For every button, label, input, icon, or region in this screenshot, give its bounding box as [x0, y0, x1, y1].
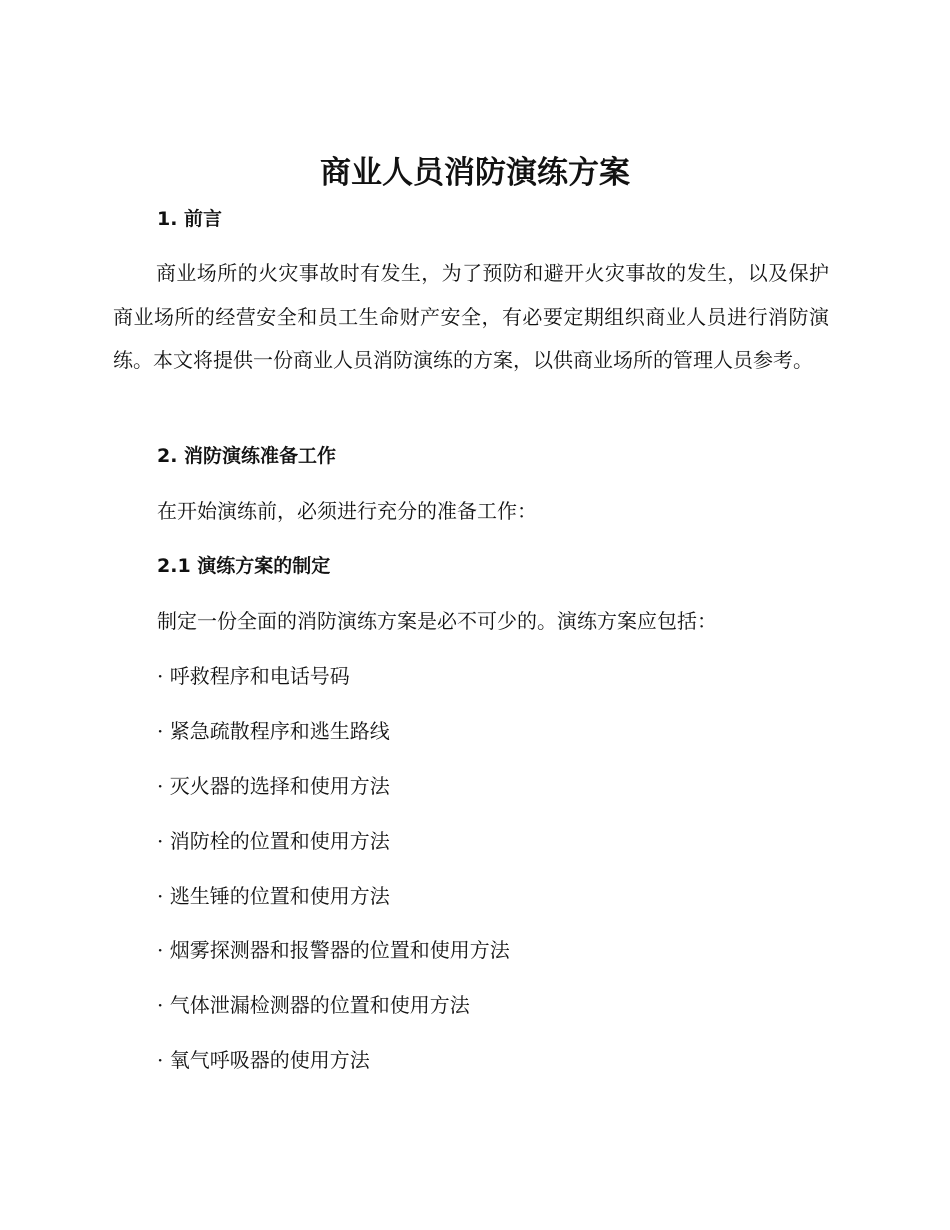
- section-heading-preparation: 2. 消防演练准备工作: [157, 445, 337, 467]
- plan-making-intro: 制定一份全面的消防演练方案是必不可少的。演练方案应包括：: [157, 609, 717, 633]
- list-item: · 气体泄漏检测器的位置和使用方法: [157, 993, 470, 1017]
- preface-paragraph: 商业场所的火灾事故时有发生，为了预防和避开火灾事故的发生，以及保护商业场所的经营安全和员工生命财产安全，有必要定期组织商业人员进行消防演练。本文将提供一份商业人员消防演练的方案，以供商业场所的管理人员参考。: [113, 261, 829, 372]
- list-item: · 紧急疏散程序和逃生路线: [157, 719, 390, 743]
- list-item: · 烟雾探测器和报警器的位置和使用方法: [157, 938, 510, 962]
- section-heading-preface: 1. 前言: [157, 208, 223, 230]
- document-title: 商业人员消防演练方案: [320, 155, 630, 191]
- list-item: · 灭火器的选择和使用方法: [157, 774, 390, 798]
- section-heading-plan-making: 2.1 演练方案的制定: [157, 555, 331, 577]
- list-item: · 消防栓的位置和使用方法: [157, 829, 390, 853]
- list-item: · 呼救程序和电话号码: [157, 664, 350, 688]
- list-item: · 逃生锤的位置和使用方法: [157, 884, 390, 908]
- preparation-intro: 在开始演练前，必须进行充分的准备工作：: [157, 499, 537, 523]
- list-item: · 氧气呼吸器的使用方法: [157, 1048, 370, 1072]
